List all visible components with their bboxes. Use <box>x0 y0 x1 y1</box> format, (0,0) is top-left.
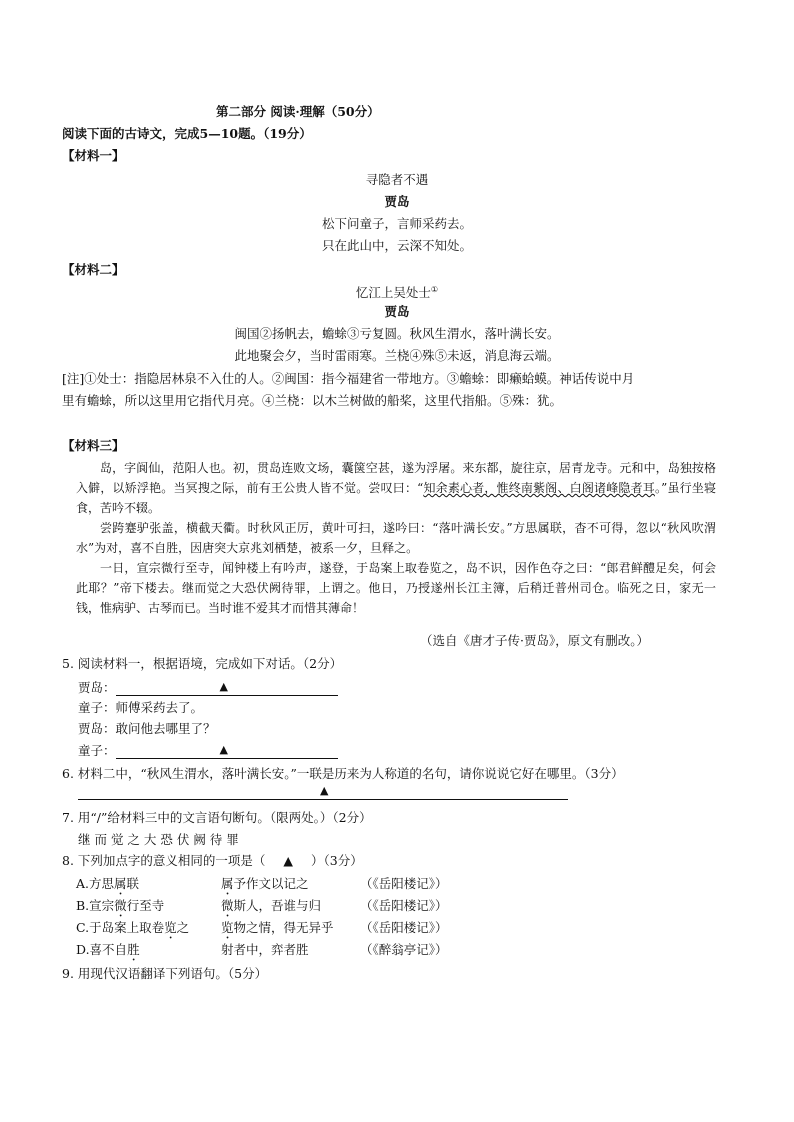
question7: 7. 用“/”给材料三中的文言语句断句。（限两处。）（2分） <box>62 810 372 825</box>
triangle-icon: ▲ <box>320 784 329 797</box>
material3-para1: 岛，字阆仙，范阳人也。初，贯岛连败文场，囊箧空甚，遂为浮屠。来东都，旋往京，居青龙寺。元和中，岛独按格入僻，以矫浮艳。当冥搜之际，前有王公贵人皆不觉。尝叹曰：“知余素心者，惟终南紫阁、白阁诸峰隐者耳。”虽行坐寝食，苦吟不辍。 <box>76 461 716 515</box>
question5: 5. 阅读材料一，根据语境，完成如下对话。（2分） <box>62 656 343 671</box>
material3-para3: 一日，宣宗微行至寺，闻钟楼上有吟声，遂登，于岛案上取卷览之，岛不识，因作色夺之曰：“郎君鲜醴足矣，何会此耶？”帝下楼去。继而觉之大恐伏阙待罪，上谓之。他日，乃授遂州长江主簿，后稍迁普州司仓。临死之日，家无一钱，惟病驴、古琴而已。当时谁不爱其才而惜其薄命！ <box>76 561 716 615</box>
question6: 6. 材料二中，“秋风生渭水，落叶满长安。”一联是历来为人称道的名句，请你说说它好在哪里。（3分） <box>62 766 624 781</box>
q5-row2: 童子：师傅采药去了。 <box>78 700 204 715</box>
poem2-author: 贾岛 <box>384 304 410 319</box>
triangle-icon: ▲ <box>219 680 228 693</box>
instruction: 阅读下面的古诗文，完成5—10题。（19分） <box>62 126 312 141</box>
material3-para2: 尝跨蹇驴张盖，横截天衢。时秋风正厉，黄叶可扫，遂吟曰：“落叶满长安。”方思属联，杳不可得，忽以“秋风吹渭水”为对，喜不自胜，因唐突大京兆刘栖楚，被系一夕，旦释之。 <box>76 521 716 555</box>
poem2-line1: 闽国②扬帆去，蟾蜍③亏复圆。秋风生渭水，落叶满长安。 <box>234 326 560 341</box>
note-line2: 里有蟾蜍，所以这里用它指代月亮。④兰桡：以木兰树做的船桨，这里代指船。⑤殊：犹。 <box>62 393 563 408</box>
poem2-title-row <box>0 282 794 301</box>
material3-label: 【材料三】 <box>62 438 125 453</box>
q6-answer-row <box>78 784 568 800</box>
exam-page: 第二部分 阅读·理解（50分） 阅读下面的古诗文，完成5—10题。（19分） 【材料一】 寻隐者不遇 贾岛 松下问童子，言师采药去。 只在此山中，云深不知处。 【材料二】 忆江上吴处士① 贾岛 闽国②扬帆去，蟾蜍③亏复圆。秋风生渭水，落叶满长安。 此地聚会夕，当时雷雨寒。兰桡④殊⑤未返，消息海云端。 [注]①处士：指隐居林泉不入仕的人。②闽国：指今福建省一带地方。③蟾蜍：即癞蛤蟆。神话传说中月 里有蟾蜍，所以这里用它指代月亮。④兰桡：以木兰树做的船桨，这里代指船。⑤殊：犹。 【材料三】 岛，字阆仙，范阳人也。初，贯岛连败文场，囊箧空甚，遂为浮屠。来东都，旋往京，居青龙寺。元和中，岛独按格入僻，以矫浮艳。当冥搜之际，前有王公贵人皆不觉。尝叹曰：“知余素心者，惟终南紫阁、白阁诸峰隐者耳。”虽行坐寝食，苦吟不辍。 尝跨蹇驴张盖，横截天衢。时秋风正厉，黄叶可扫，遂吟曰：“落叶满长安。”方思属联，杳不可得，忽以“秋风吹渭水”为对，喜不自胜，因唐突大京兆刘栖楚，被系一夕，旦释之。 一日，宣宗微行至寺，闻钟楼上有吟声，遂登，于岛案上取卷览之，岛不识，因作色夺之曰：“郎君鲜醴足矣，何会此耶？”帝下楼去。继而觉之大恐伏阙待罪，上谓之。他日，乃授遂州长江主簿，后稍迁普州司仓。临死之日，家无一钱，惟病驴、古琴而已。当时谁不爱其才而惜其薄命！ （选自《唐才子传·贾岛》，原文有删改。） 5. 阅读材料一，根据语境，完成如下对话。（2分） 贾岛： ▲ 童子：师傅采药去了。 贾岛：敢问他去哪里了？ 童子： ▲ 6. 材料二中，“秋风生渭水，落叶满长安。”一联是历来为人称道的名句，请你说说它好在哪里。（3分） ▲ 7. 用“/”给材料三中的文言语句断句。（限两处。）（2分） 继 而 觉 之 大 恐 伏 阙 待 罪 8. 下列加点字的意义相同的一项是（ ▲ ）（3分） A.方思属联 属予作文以记之 （《岳阳楼记》） B.宣宗微行至寺 微斯人，吾谁与归 （《岳阳楼记》） C.于岛案上取卷览之 览物之情，得无异乎 （《岳阳楼记》） D.喜不自胜 射者中，弈者胜 （《醉翁亭记》） 9. 用现代汉语翻译下列语句。（5分） <box>0 0 794 1122</box>
material2-notes <box>62 368 734 412</box>
poem2-line2: 此地聚会夕，当时雷雨寒。兰桡④殊⑤未返，消息海云端。 <box>234 348 560 363</box>
material2-label: 【材料二】 <box>62 262 125 277</box>
q5-answer-blank2[interactable] <box>116 744 338 759</box>
question9: 9. 用现代汉语翻译下列语句。（5分） <box>62 966 268 981</box>
q5-row4: 童子： ▲ <box>78 743 338 759</box>
poem2-title: 忆江上吴处士 <box>355 285 431 301</box>
poem1-line1: 松下问童子，言师采药去。 <box>321 216 472 231</box>
q6-answer-blank[interactable] <box>78 785 568 800</box>
material1-label: 【材料一】 <box>62 148 125 163</box>
triangle-icon: ▲ <box>219 743 228 756</box>
poem2-title-note: ① <box>430 285 439 294</box>
q5-row1: 贾岛： ▲ <box>78 680 338 696</box>
material3-source: （选自《唐才子传·贾岛》，原文有删改。） <box>420 633 649 648</box>
q7-sentence: 继 而 觉 之 大 恐 伏 阙 待 罪 <box>78 832 239 847</box>
poem1-title: 寻隐者不遇 <box>365 172 429 187</box>
material3-text <box>76 458 716 618</box>
triangle-icon: ▲ <box>283 853 294 868</box>
question8: 8. 下列加点字的意义相同的一项是（ ▲ ）（3分） <box>62 853 363 868</box>
note-line1: [注]①处士：指隐居林泉不入仕的人。②闽国：指今福建省一带地方。③蟾蜍：即癞蛤蟆。神话传说中月 <box>62 371 635 386</box>
poem1-author: 贾岛 <box>384 194 410 209</box>
q5-answer-blank1[interactable] <box>116 681 338 696</box>
section-title: 第二部分 阅读·理解（50分） <box>216 104 380 119</box>
q5-row3: 贾岛：敢问他去哪里了？ <box>78 721 216 736</box>
poem1-line2: 只在此山中，云深不知处。 <box>321 238 472 253</box>
wavy-underlined-sentence: 知余素心者，惟终南紫阁、白阁诸峰隐者耳 <box>423 481 655 495</box>
